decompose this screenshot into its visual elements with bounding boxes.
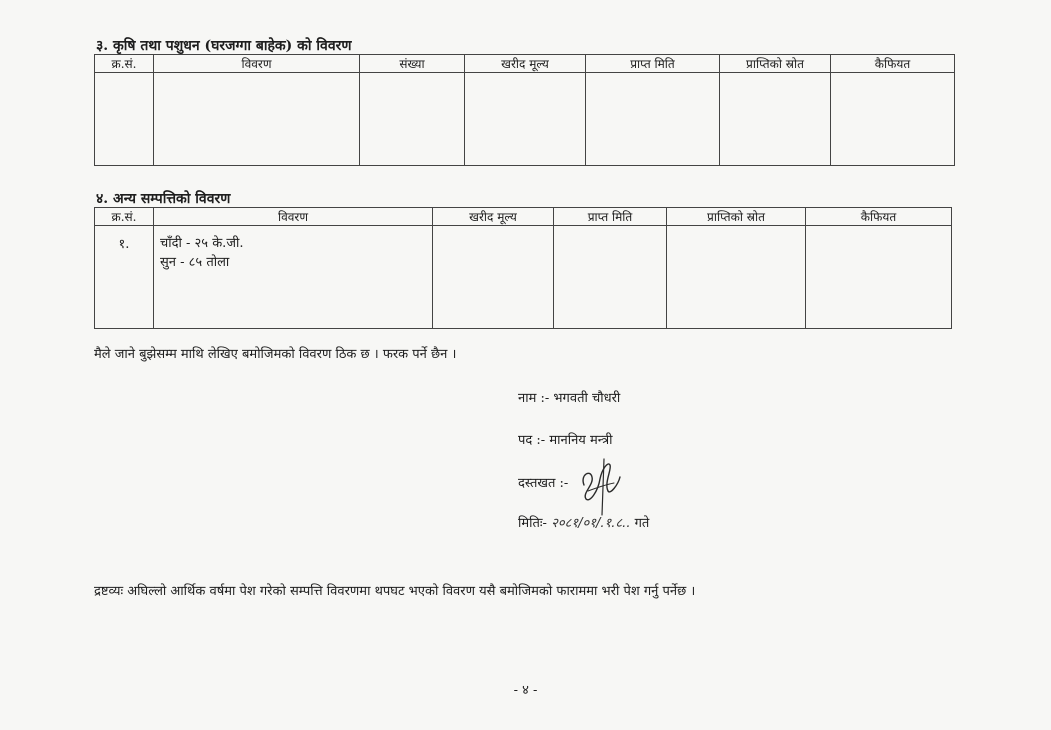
table-cell xyxy=(554,226,667,329)
column-header: विवरण xyxy=(154,208,433,226)
name-label: नाम :- xyxy=(518,391,550,406)
column-header: कैफियत xyxy=(831,55,955,73)
column-header: संख्या xyxy=(360,55,465,73)
column-header: खरीद मूल्य xyxy=(465,55,586,73)
signatory-post: माननिय मन्त्री xyxy=(549,433,613,448)
date-line xyxy=(518,513,649,531)
asset-item-gold: सुन - ८५ तोला xyxy=(160,255,230,270)
table-cell xyxy=(465,73,586,166)
column-header: क्र.सं. xyxy=(95,55,154,73)
other-assets-table xyxy=(94,207,952,329)
table-cell xyxy=(831,73,955,166)
table-cell xyxy=(95,73,154,166)
description-cell xyxy=(154,226,433,329)
table-row xyxy=(95,226,952,329)
signature-label: दस्तखत :- xyxy=(518,476,569,491)
note-text: द्रष्टव्यः अघिल्लो आर्थिक वर्षमा पेश गरेको सम्पत्ति विवरणमा थपघट भएको विवरण यसै बमोजिमको फाराममा भरी पेश गर्नु पर्नेछ । xyxy=(94,584,696,599)
table-header-row xyxy=(95,208,952,226)
table-cell xyxy=(806,226,952,329)
column-header: प्राप्तिको स्रोत xyxy=(667,208,806,226)
column-header: खरीद मूल्य xyxy=(433,208,554,226)
table-cell xyxy=(154,73,360,166)
column-header: प्राप्तिको स्रोत xyxy=(720,55,831,73)
column-header: प्राप्त मिति xyxy=(586,55,720,73)
post-label: पद :- xyxy=(518,433,546,448)
table-cell xyxy=(586,73,720,166)
handwritten-signature xyxy=(574,455,624,517)
column-header: विवरण xyxy=(154,55,360,73)
page-number: - ४ - xyxy=(513,683,538,698)
table-cell xyxy=(667,226,806,329)
post-line xyxy=(518,430,613,448)
column-header: क्र.सं. xyxy=(95,208,154,226)
date-label: मितिः- xyxy=(518,516,547,531)
date-value: २०८१/०१/.१.८.. xyxy=(551,516,631,531)
column-header: कैफियत xyxy=(806,208,952,226)
serial-number-cell: १. xyxy=(95,226,154,329)
date-suffix: गते xyxy=(634,516,650,531)
section4-title: ४. अन्य सम्पत्तिको विवरण xyxy=(96,191,231,207)
table-header-row xyxy=(95,55,955,73)
table-cell xyxy=(720,73,831,166)
signature-line xyxy=(518,473,568,491)
name-line xyxy=(518,388,620,406)
column-header: प्राप्त मिति xyxy=(554,208,667,226)
table-row xyxy=(95,73,955,166)
section3-title: ३. कृषि तथा पशुधन (घरजग्गा बाहेक) को विवरण xyxy=(96,38,352,54)
declaration-text: मैले जाने बुझेसम्म माथि लेखिए बमोजिमको विवरण ठिक छ । फरक पर्ने छैन । xyxy=(94,347,457,362)
table-cell xyxy=(360,73,465,166)
signatory-name: भगवती चौधरी xyxy=(553,391,621,406)
asset-item-silver: चाँदी - २५ के.जी. xyxy=(160,236,244,251)
table-cell xyxy=(433,226,554,329)
agriculture-livestock-table xyxy=(94,54,955,166)
